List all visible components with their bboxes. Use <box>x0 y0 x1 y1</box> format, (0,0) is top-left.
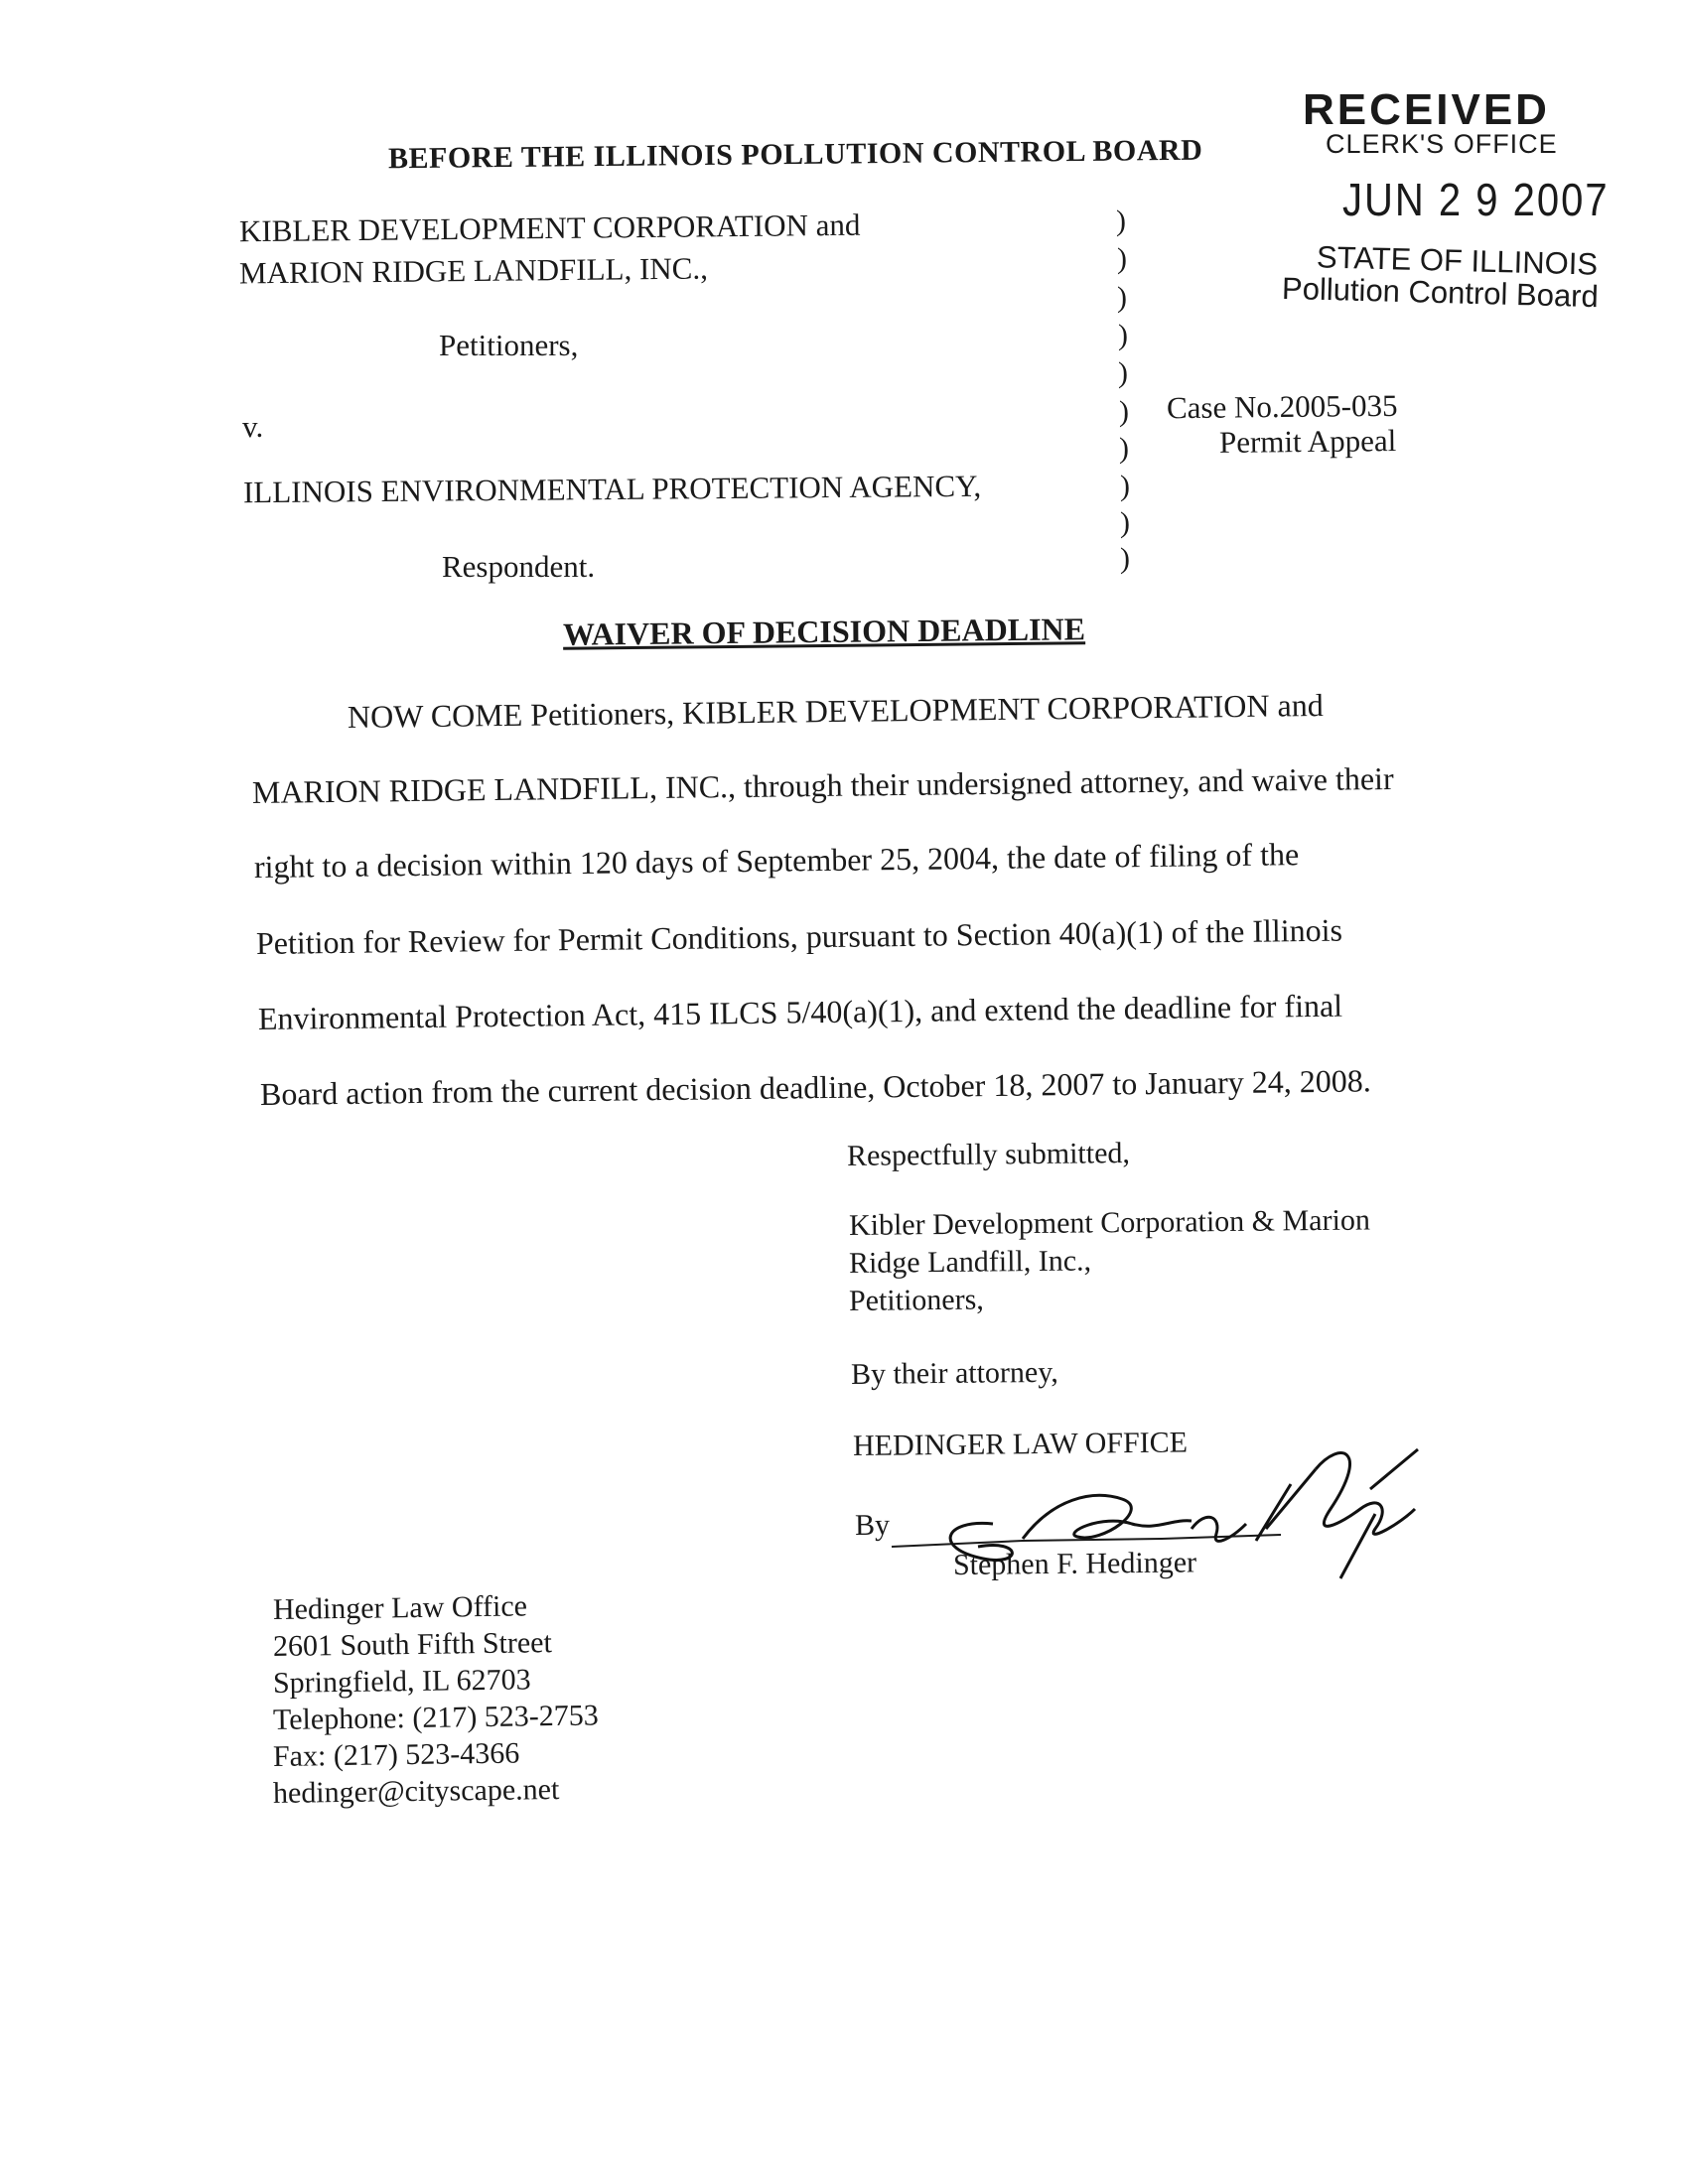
closing: Respectfully submitted, <box>846 1137 1131 1172</box>
address-street: 2601 South Fifth Street <box>272 1626 553 1663</box>
by-label: By <box>854 1508 891 1542</box>
stamp-clerks-office: CLERK'S OFFICE <box>1326 129 1558 159</box>
body-line: Environmental Protection Act, 415 ILCS 5/40(a)(1), and extend the deadline for final <box>257 987 1343 1036</box>
firm-name: HEDINGER LAW OFFICE <box>852 1426 1189 1462</box>
handwritten-signature <box>874 1430 1430 1598</box>
versus-label: v. <box>242 409 264 444</box>
address-name: Hedinger Law Office <box>272 1589 528 1626</box>
body-line: right to a decision within 120 days of September 25, 2004, the date of filing of the <box>253 836 1300 885</box>
caption-paren: ) <box>1120 470 1130 502</box>
caption-paren: ) <box>1117 242 1127 275</box>
party-line-3: Petitioners, <box>848 1283 984 1317</box>
body-line: Board action from the current decision deadline, October 18, 2007 to January 24, 2008. <box>259 1062 1371 1112</box>
body-line: Petition for Review for Permit Conditions, pursuant to Section 40(a)(1) of the Illinois <box>255 911 1343 961</box>
address-city: Springfield, IL 62703 <box>272 1663 531 1700</box>
case-number: Case No.2005-035 <box>1166 387 1398 426</box>
caption-paren: ) <box>1119 395 1129 428</box>
by-attorney: By their attorney, <box>850 1355 1058 1391</box>
party-line-2: Ridge Landfill, Inc., <box>848 1244 1092 1280</box>
stamp-state: STATE OF ILLINOIS <box>1316 239 1599 282</box>
stamp-date: JUN 2 9 2007 <box>1342 175 1610 226</box>
address-telephone: Telephone: (217) 523-2753 <box>272 1699 600 1736</box>
petitioner-line-2: MARION RIDGE LANDFILL, INC., <box>238 250 709 291</box>
signer-name: Stephen F. Hedinger <box>952 1546 1197 1581</box>
address-fax: Fax: (217) 523-4366 <box>272 1736 520 1773</box>
caption-paren: ) <box>1117 281 1127 314</box>
body-line: MARION RIDGE LANDFILL, INC., through their undersigned attorney, and waive their <box>251 759 1394 810</box>
petitioner-line-1: KIBLER DEVELOPMENT CORPORATION and <box>238 206 861 249</box>
case-type: Permit Appeal <box>1218 423 1397 460</box>
party-line-1: Kibler Development Corporation & Marion <box>848 1203 1371 1242</box>
stamp-received: RECEIVED <box>1303 85 1550 134</box>
board-title: BEFORE THE ILLINOIS POLLUTION CONTROL BOARD <box>387 133 1203 176</box>
caption-paren: ) <box>1120 506 1130 539</box>
caption-paren: ) <box>1120 542 1130 575</box>
caption-paren: ) <box>1119 432 1129 465</box>
stamp-board: Pollution Control Board <box>1281 270 1600 315</box>
caption-paren: ) <box>1118 319 1128 351</box>
address-email: hedinger@cityscape.net <box>272 1772 560 1810</box>
respondent-label: Respondent. <box>442 549 596 584</box>
body-line: NOW COME Petitioners, KIBLER DEVELOPMENT CORPORATION and <box>347 686 1324 735</box>
caption-paren: ) <box>1116 205 1126 237</box>
respondent-name: ILLINOIS ENVIRONMENTAL PROTECTION AGENCY, <box>242 468 982 510</box>
petitioners-label: Petitioners, <box>439 328 579 362</box>
caption-paren: ) <box>1118 356 1128 389</box>
document-heading: WAIVER OF DECISION DEADLINE <box>562 611 1086 652</box>
